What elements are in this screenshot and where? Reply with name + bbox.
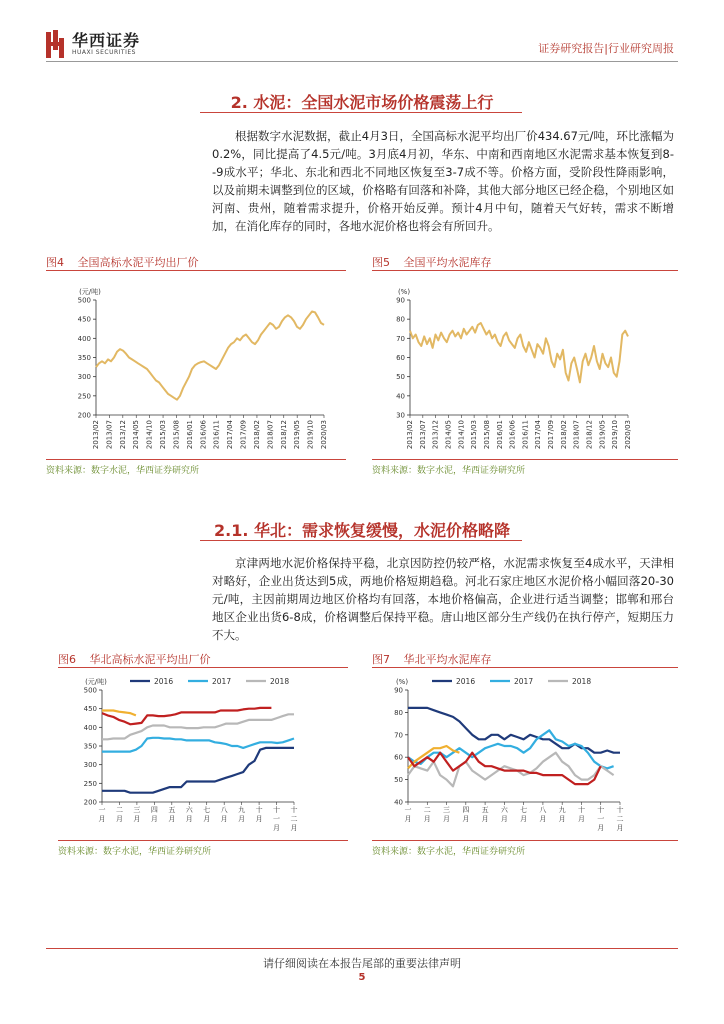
x-tick-label: 2018/12: [279, 420, 288, 450]
x-tick-label: 2013/12: [118, 420, 127, 450]
x-tick-label: 2018/02: [252, 420, 261, 450]
figure-6-chart: [70, 672, 340, 838]
figure-6-caption: [58, 651, 211, 667]
page-number: 5: [358, 972, 366, 983]
x-tick-label: 2017/04: [534, 420, 543, 450]
y-tick-label: 90: [396, 296, 405, 305]
x-tick-label: 2013/12: [431, 420, 440, 450]
x-tick-label: 2013/02: [92, 420, 100, 450]
report-header: [0, 0, 724, 66]
x-tick-label: 2018/12: [585, 420, 594, 450]
y-tick-label: 400: [83, 723, 97, 732]
series-line: [96, 312, 324, 400]
x-tick-label: 六月: [185, 806, 193, 823]
y-tick-label: 70: [396, 334, 405, 343]
x-tick-label: 三月: [443, 806, 451, 823]
y-tick-label: 300: [77, 373, 91, 382]
figure-6-source: 资料来源：数字水泥，华西证券研究所: [58, 847, 212, 857]
x-tick-label: 四月: [462, 806, 470, 823]
figure-7-title: 华北平均水泥库存: [403, 653, 492, 666]
y-tick-label: 200: [77, 411, 91, 420]
x-tick-label: 2016/06: [199, 420, 208, 450]
x-tick-label: 2014/10: [457, 420, 466, 450]
report-type-label: 证券研究报告|行业研究周报: [538, 42, 674, 55]
figure-7-top-rule: [372, 667, 678, 668]
y-tick-label: 90: [394, 686, 403, 695]
legend-label-2017: 2017: [212, 677, 232, 686]
x-tick-label: 2018/02: [559, 420, 568, 450]
x-tick-label: 十二月: [616, 806, 624, 832]
section-title-north-china: 2.1. 华北：需求恢复缓慢，水泥价格略降: [214, 521, 510, 540]
figure-5-source: 资料来源：数字水泥，华西证券研究所: [372, 466, 526, 476]
y-tick-label: 350: [77, 354, 91, 362]
x-tick-label: 2016/11: [212, 420, 221, 450]
y-tick-label: 450: [83, 705, 97, 714]
x-tick-label: 2015/08: [172, 420, 181, 450]
x-tick-label: 2017/04: [226, 420, 235, 450]
figure-5-label: 图5: [372, 256, 390, 269]
legend-label-2016: 2016: [154, 677, 174, 686]
figure-7-bottom-rule: [372, 840, 678, 841]
y-axis-unit: (元/吨): [79, 288, 101, 296]
section-title-underline: [200, 112, 522, 113]
figure-6-label: 图6: [58, 653, 76, 666]
y-tick-label: 50: [396, 373, 405, 382]
y-tick-label: 40: [394, 798, 403, 807]
figure-6-svg: [70, 672, 340, 838]
y-axis-unit: (元/吨): [85, 678, 107, 686]
x-tick-label: 2015/08: [482, 420, 491, 450]
series-line: [410, 323, 628, 382]
x-tick-label: 2016/01: [495, 420, 504, 450]
x-tick-label: 四月: [150, 806, 158, 823]
figure-7-caption: [372, 651, 492, 667]
x-tick-label: 十一月: [273, 806, 281, 832]
x-tick-label: 2020/03: [624, 420, 632, 450]
legend-label-2017: 2017: [514, 677, 534, 686]
huaxi-logo-icon: [46, 30, 64, 58]
y-tick-label: 250: [77, 392, 91, 401]
section-title-underline-2: [200, 540, 522, 541]
y-tick-label: 200: [83, 798, 97, 807]
x-tick-label: 五月: [481, 806, 489, 823]
logo-text-cn: 华西证券: [72, 31, 141, 50]
x-tick-label: 2019/05: [293, 420, 302, 450]
y-tick-label: 400: [77, 334, 91, 343]
x-tick-label: 八月: [220, 806, 228, 823]
x-tick-label: 2019/10: [306, 420, 315, 450]
figure-5-svg: [380, 280, 670, 450]
x-tick-label: 十一月: [597, 806, 605, 832]
figure-5-chart: [380, 280, 670, 450]
x-tick-label: 八月: [539, 806, 547, 823]
figure-4-svg: [60, 280, 340, 450]
figure-5-top-rule: [372, 270, 678, 271]
figure-4-bottom-rule: [46, 459, 346, 460]
series-line-2017: [102, 738, 294, 752]
x-tick-label: 2019/05: [598, 420, 607, 450]
figure-7-chart: [380, 672, 670, 838]
y-tick-label: 40: [396, 392, 405, 401]
y-tick-label: 60: [396, 354, 405, 362]
figure-4-title: 全国高标水泥平均出厂价: [77, 256, 199, 269]
x-tick-label: 三月: [133, 806, 141, 823]
x-tick-label: 2019/10: [611, 420, 620, 450]
y-tick-label: 80: [396, 315, 405, 324]
y-tick-label: 60: [394, 753, 403, 762]
y-tick-label: 500: [83, 686, 97, 695]
x-tick-label: 二月: [115, 806, 123, 823]
y-tick-label: 350: [83, 742, 97, 751]
x-tick-label: 2017/09: [547, 420, 556, 450]
x-tick-label: 2014/10: [145, 420, 154, 450]
figure-4-source: 资料来源：数字水泥，华西证券研究所: [46, 466, 200, 476]
legal-notice: 请仔细阅读在本报告尾部的重要法律声明: [263, 957, 461, 970]
x-tick-label: 2018/07: [572, 420, 581, 450]
x-tick-label: 2016/06: [508, 420, 517, 450]
x-tick-label: 2013/07: [418, 420, 427, 450]
figure-5-caption: [372, 254, 492, 270]
figure-6-bottom-rule: [58, 840, 348, 841]
x-tick-label: 2013/07: [105, 420, 114, 450]
x-tick-label: 2015/03: [470, 420, 479, 450]
figure-7-label: 图7: [372, 653, 390, 666]
x-tick-label: 五月: [168, 806, 176, 823]
x-tick-label: 六月: [500, 806, 508, 823]
footer-divider: [46, 948, 678, 949]
x-tick-label: 十月: [255, 806, 263, 823]
x-tick-label: 七月: [520, 806, 528, 823]
x-tick-label: 2016/01: [185, 420, 194, 450]
x-tick-label: 2015/03: [159, 420, 168, 450]
header-divider: [46, 61, 678, 62]
figure-4-chart: [60, 280, 340, 450]
legend-label-2018: 2018: [270, 677, 290, 686]
figure-6-top-rule: [58, 667, 348, 668]
legend-label-2018: 2018: [572, 677, 592, 686]
y-tick-label: 250: [83, 779, 97, 788]
y-axis-unit: (%): [397, 288, 411, 296]
y-tick-label: 300: [83, 761, 97, 770]
y-tick-label: 30: [396, 411, 405, 420]
legend-label-2016: 2016: [456, 677, 476, 686]
y-axis-unit: (%): [395, 678, 409, 686]
x-tick-label: 二月: [423, 806, 431, 823]
y-tick-label: 500: [77, 296, 91, 305]
x-tick-label: 2020/03: [320, 420, 328, 450]
figure-5-bottom-rule: [372, 459, 678, 460]
y-tick-label: 50: [394, 776, 403, 785]
figure-7-source: 资料来源：数字水泥，华西证券研究所: [372, 847, 526, 857]
x-tick-label: 七月: [203, 806, 211, 823]
y-tick-label: 450: [77, 315, 91, 324]
y-tick-label: 80: [394, 708, 403, 717]
figure-5-title: 全国平均水泥库存: [403, 256, 492, 269]
x-tick-label: 2013/02: [406, 420, 414, 450]
x-tick-label: 九月: [558, 806, 566, 823]
series-line-2016: [102, 748, 294, 793]
series-line-2018: [102, 714, 294, 739]
x-tick-label: 一月: [98, 806, 106, 823]
figure-4-top-rule: [46, 270, 346, 271]
x-tick-label: 2018/07: [266, 420, 275, 450]
section-paragraph-north-china: 京津两地水泥价格保持平稳，北京因防控仍较严格，水泥需求恢复至4成水平，天津相对略好，企业出货达到5成，两地价格短期趋稳。河北石家庄地区水泥价格小幅回落20-30元/吨，主因前期周边地区价格均有回落，本地价格偏高，企业进行适当调整；邯郸和邢台地区企业出货6-8成，价格调整后保持平稳。唐山地区部分生产线仍在执行停产，短期压力不大。: [212, 556, 674, 642]
section-paragraph-cement: 根据数字水泥数据，截止4月3日，全国高标水泥平均出厂价434.67元/吨，环比涨幅为0.2%，同比提高了4.5元/吨。3月底4月初，华东、中南和西南地区水泥需求基本恢复到8--9成水平；华北、东北和西北不同地区恢复至3-7成不等。价格方面，受阶段性降雨影响，以及前期未调整到位的区域，价格略有回落和补降，其他大部分地区已经企稳，个别地区如河南、贵州，随着需求提升，价格开始反弹。预计4月中旬，随着天气好转，需求不断增加，在消化库存的同时，各地水泥价格也将会有所回升。: [212, 129, 674, 233]
x-tick-label: 2017/09: [239, 420, 248, 450]
x-tick-label: 十二月: [290, 806, 298, 832]
section-title-cement: 2. 水泥：全国水泥市场价格震荡上行: [230, 93, 494, 112]
y-tick-label: 70: [394, 731, 403, 740]
x-tick-label: 十月: [577, 806, 585, 823]
x-tick-label: 一月: [404, 806, 412, 823]
x-tick-label: 九月: [238, 806, 246, 823]
figure-4-caption: [46, 254, 199, 270]
x-tick-label: 2014/05: [132, 420, 141, 450]
figure-7-svg: [380, 672, 670, 838]
figure-6-title: 华北高标水泥平均出厂价: [89, 653, 211, 666]
x-tick-label: 2014/05: [444, 420, 453, 450]
logo-text-en: HUAXI SECURITIES: [72, 49, 136, 56]
x-tick-label: 2016/11: [521, 420, 530, 450]
figure-4-label: 图4: [46, 256, 64, 269]
